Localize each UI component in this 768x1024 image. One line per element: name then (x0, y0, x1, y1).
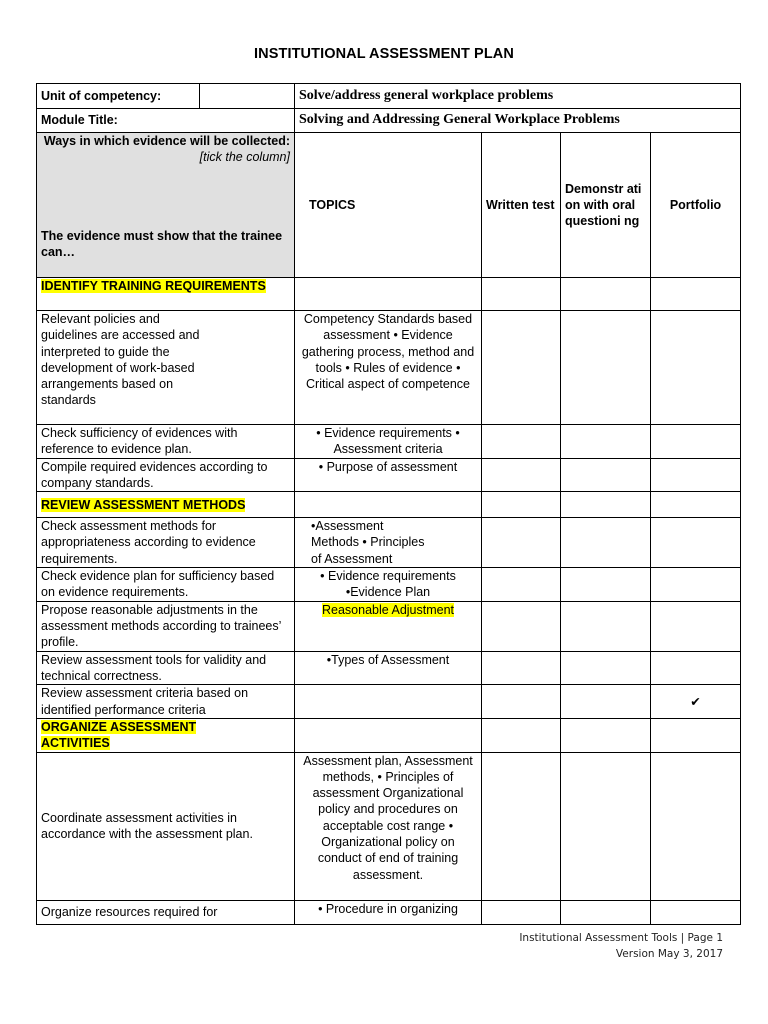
topics-cell: •Assessment Methods • Principles of Assessment (295, 518, 482, 568)
tick-column-note: [tick the column] (199, 150, 290, 165)
criteria-cell: Check sufficiency of evidences with reference to evidence plan. (37, 425, 295, 459)
assessment-plan-table (36, 83, 741, 925)
criteria-cell: Coordinate assessment activities in accordance with the assessment plan. (37, 752, 295, 900)
criteria-cell: Review assessment criteria based on identified performance criteria (37, 685, 295, 719)
topics-cell: • Evidence requirements •Evidence Plan (295, 568, 482, 602)
criteria-cell: Compile required evidences according to company standards. (37, 458, 295, 492)
criteria-cell: Relevant policies and guidelines are accessed and interpreted to guide the development of work-based arrangements based on standards (37, 311, 295, 425)
topics-header: TOPICS (295, 133, 482, 278)
evidence-ways-text: Ways in which evidence will be collected: (43, 134, 290, 148)
topics-cell: • Evidence requirements • Assessment criteria (295, 425, 482, 459)
criteria-cell: Check evidence plan for sufficiency based on evidence requirements. (37, 568, 295, 602)
section-identify: IDENTIFY TRAINING REQUIREMENTS (37, 278, 295, 311)
evidence-must-show-text: The evidence must show that the trainee can… (41, 228, 283, 259)
table-row (37, 311, 741, 425)
table-row (37, 752, 741, 900)
evidence-ways-header (37, 133, 295, 278)
table-row (37, 425, 741, 459)
unit-of-competency-label: Unit of competency: (37, 84, 200, 109)
topics-cell: Assessment plan, Assessment methods, • Principles of assessment Organizational policy and procedures on acceptable cost range • Organizational policy on conduct of end of training assessment. (295, 752, 482, 900)
table-row (37, 518, 741, 568)
module-title-label: Module Title: (37, 109, 295, 133)
table-row (37, 458, 741, 492)
section-organize: ORGANIZE ASSESSMENT ACTIVITIES (37, 718, 295, 752)
criteria-cell: Propose reasonable adjustments in the assessment methods according to trainees’ profile. (37, 601, 295, 651)
topics-cell: • Purpose of assessment (295, 458, 482, 492)
written-test-header: Written test (482, 133, 561, 278)
table-row (37, 601, 741, 651)
section-row (37, 492, 741, 518)
reasonable-adjustment-highlight: Reasonable Adjustment (321, 602, 455, 617)
section-row (37, 718, 741, 752)
unit-of-competency-value: Solve/address general workplace problems (295, 84, 741, 109)
unit-label-spacer (200, 84, 295, 109)
topics-cell (295, 601, 482, 651)
topics-cell (295, 685, 482, 719)
criteria-cell: Organize resources required for (37, 900, 295, 924)
table-row (37, 685, 741, 719)
criteria-cell: Review assessment tools for validity and technical correctness. (37, 651, 295, 685)
topics-cell: Competency Standards based assessment • Evidence gathering process, method and tools • Rules of evidence • Critical aspect of competence (295, 311, 482, 425)
portfolio-check-icon: ✔ (651, 685, 741, 719)
footer-version: Version May 3, 2017 (615, 948, 723, 960)
criteria-cell: Check assessment methods for appropriateness according to evidence requirements. (37, 518, 295, 568)
topics-cell: •Types of Assessment (295, 651, 482, 685)
page-footer (519, 930, 723, 962)
document-title: INSTITUTIONAL ASSESSMENT PLAN (254, 46, 514, 62)
demonstration-header: Demonstr ation with oral questioni ng (561, 133, 651, 278)
portfolio-header: Portfolio (651, 133, 741, 278)
table-row (37, 900, 741, 924)
table-row (37, 568, 741, 602)
topics-cell: • Procedure in organizing (295, 900, 482, 924)
module-title-value: Solving and Addressing General Workplace Problems (295, 109, 741, 133)
section-review: REVIEW ASSESSMENT METHODS (37, 492, 295, 518)
footer-page-label: Institutional Assessment Tools | Page 1 (519, 932, 723, 944)
section-row (37, 278, 741, 311)
table-row (37, 651, 741, 685)
